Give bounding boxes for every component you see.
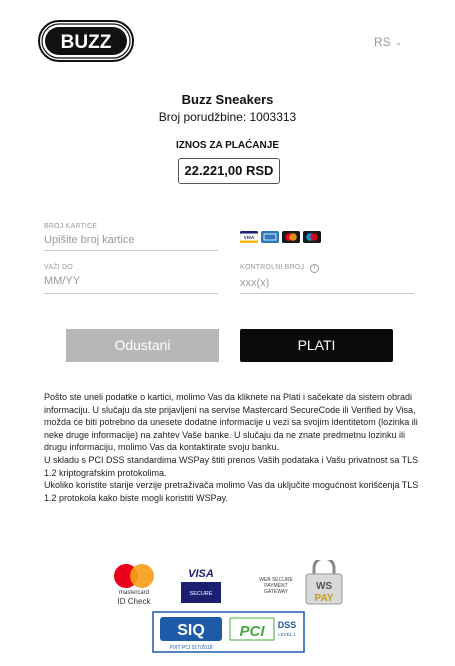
- expiry-label: VAŽI DO: [44, 264, 73, 271]
- svg-text:VISA: VISA: [188, 568, 214, 580]
- expiry-field: [44, 264, 218, 294]
- order-number: Broj porudžbine: 1003313: [158, 110, 297, 124]
- svg-text:LEVEL 1: LEVEL 1: [278, 632, 296, 637]
- pci-dss-certification-logo: [153, 612, 304, 652]
- svg-text:DSS: DSS: [277, 620, 297, 630]
- info-paragraph: U skladu s PCI DSS standardima WSPay štiti prenos Vaših podataka i Vašu privatnost sa TLS 1.2 kriptografskim protokolima.: [44, 454, 419, 478]
- info-text: [44, 391, 424, 504]
- wspay-logo: [259, 560, 342, 604]
- svg-text:WEB SECURE: WEB SECURE: [259, 577, 293, 583]
- mastercard-id-check-logo: [114, 564, 154, 606]
- logo-text: BUZZ: [60, 32, 112, 53]
- pay-button[interactable]: PLATI: [240, 329, 393, 362]
- card-brands: [240, 231, 321, 243]
- svg-text:PAY: PAY: [314, 593, 334, 604]
- svg-text:ID Check: ID Check: [117, 597, 151, 606]
- svg-text:PCI: PCI: [239, 623, 265, 640]
- maestro-card-icon: [303, 231, 321, 243]
- cvv-label-row: [240, 264, 414, 273]
- svg-text:PVIT PCI 017/2018: PVIT PCI 017/2018: [169, 645, 213, 651]
- svg-text:SECURE: SECURE: [189, 591, 213, 597]
- trust-logos: [0, 560, 455, 660]
- info-icon[interactable]: I: [310, 264, 319, 273]
- buzz-logo: [38, 20, 134, 62]
- card-number-field: [44, 223, 218, 251]
- expiry-input[interactable]: [44, 272, 218, 289]
- svg-text:mastercard: mastercard: [118, 590, 150, 596]
- cvv-label: KONTROLNI BROJ: [240, 264, 305, 271]
- card-number-label: BROJ KARTICE: [44, 223, 98, 230]
- amount-value: 22.221,00 RSD: [178, 158, 280, 184]
- chevron-down-icon: ⌄: [394, 36, 403, 47]
- svg-text:GATEWAY: GATEWAY: [263, 589, 289, 595]
- amount-label: IZNOS ZA PLAĆANJE: [176, 140, 279, 151]
- info-paragraph: Pošto ste uneli podatke o kartici, molimo Vas da kliknete na Plati i sačekate da sistem obradi informaciju. U slučaju da ste prijavljeni na servise Mastercard SecureCode ili Verified by Visa, možda će biti potrebno da unesete dodatne informacije u vezi sa svojim identitetom (lozinka ili neke druge informacije) na zahtev Vaše banke. U slučaju da ne znate predmetnu lozinku ili drugu informaciju, molimo Vas da kontaktirate svoju banku.: [44, 392, 418, 453]
- mastercard-card-icon: [282, 231, 300, 243]
- svg-text:VISA: VISA: [243, 235, 255, 240]
- svg-text:SIQ: SIQ: [177, 622, 205, 639]
- merchant-name: Buzz Sneakers: [181, 92, 274, 107]
- language-selector[interactable]: [374, 35, 402, 49]
- language-value: RS: [374, 35, 391, 49]
- visa-secure-logo: [181, 568, 221, 603]
- svg-text:WS: WS: [315, 581, 333, 592]
- cancel-button[interactable]: Odustani: [66, 329, 219, 362]
- card-number-input[interactable]: [44, 231, 218, 248]
- cvv-field: [240, 264, 414, 294]
- visa-card-icon: [240, 231, 258, 243]
- svg-text:PAYMENT: PAYMENT: [264, 583, 288, 589]
- info-paragraph: Ukoliko koristite starije verzije pretraživača molimo Vas da uključite mogućnost korišćenja TLS 1.2 protokola kako biste mogli koristiti WSPay.: [44, 480, 419, 503]
- amex-card-icon: [261, 231, 279, 243]
- cvv-input[interactable]: [240, 274, 414, 291]
